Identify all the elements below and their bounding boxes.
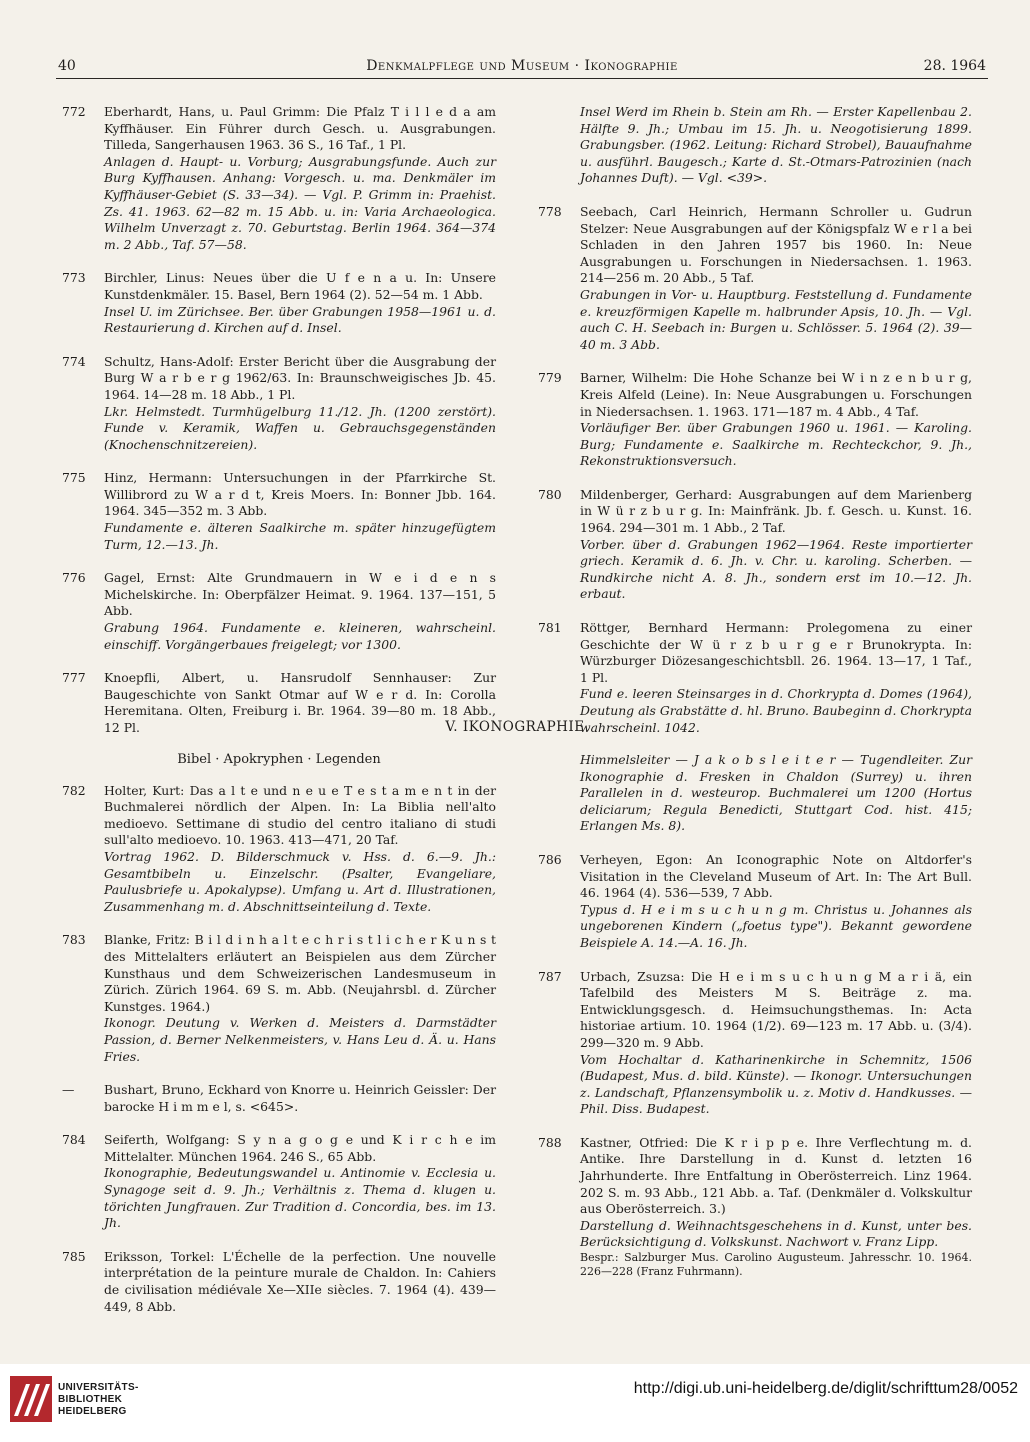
entry-annotation: Insel Werd im Rhein b. Stein am Rh. — Erster Kapellenbau 2. Hälfte 9. Jh.; Umbau im 15. Jh. u. Neogotisierung 1899. Grabungsber. (1962. Leitung: Richard Strobel), Bauaufnahme u. ausführl. Baugesch.; Karte d. St.-Otmars-Patrozinien (nach Johannes Duft). — Vgl. <39>. xyxy=(580,104,972,186)
section-title: V. IKONOGRAPHIE xyxy=(445,719,585,735)
entry-number: 776 xyxy=(62,570,86,586)
header-rule xyxy=(56,78,988,79)
bibliography-entry xyxy=(538,852,972,952)
entry-citation: Eriksson, Torkel: L'Échelle de la perfection. Une nouvelle interprétation de la peinture murale de Chaldon. In: Cahiers de civilisation médiévale Xe—XIIe siècles. 7. 1964 (4). 439—449, 8 Abb. xyxy=(104,1248,496,1314)
library-name: UNIVERSITÄTS- BIBLIOTHEK HEIDELBERG xyxy=(58,1382,139,1417)
entry-number: 775 xyxy=(62,470,86,486)
entry-citation: Schultz, Hans-Adolf: Erster Bericht über die Ausgrabung der Burg W a r b e r g 1962/63. In: Braunschweigisches Jb. 45. 1964. 14—28 m. 18 Abb., 1 Pl. xyxy=(104,353,496,402)
entry-annotation: Himmelsleiter — J a k o b s l e i t e r — Tugendleiter. Zur Ikonographie d. Fresken in Chaldon (Surrey) u. ihren Parallelen in d. westeurop. Buchmalerei um 1200 (Hortus deliciarum; Regula Benedicti, Stuttgart Cod. hist. 415; Erlangen Ms. 8). xyxy=(580,752,972,834)
bibliography-entry xyxy=(538,104,972,187)
entry-citation: Bushart, Bruno, Eckhard von Knorre u. Heinrich Geissler: Der barocke H i m m e l, s. <645>. xyxy=(104,1082,496,1114)
entry-annotation: Darstellung d. Weihnachtsgeschehens in d. Kunst, unter bes. Berücksichtigung d. Volkskunst. Nachwort v. Franz Lipp. xyxy=(580,1217,972,1250)
entry-citation: Barner, Wilhelm: Die Hohe Schanze bei W i n z e n b u r g, Kreis Alfeld (Leine). In: Neue Ausgrabungen u. Forschungen in Niedersachsen. 1. 1963. 171—187 m. 4 Abb., 4 Taf. xyxy=(580,370,972,419)
entry-citation: Holter, Kurt: Das a l t e und n e u e T e s t a m e n t in der Buchmalerei nördlich der Alpen. In: La Biblia nell'alto medioevo. Settimane di studio del centro italiano di studi sull'alto medioevo. 10. 1963. 413—471, 20 Taf. xyxy=(104,782,496,848)
entry-citation: Urbach, Zsuzsa: Die H e i m s u c h u n g M a r i ä, ein Tafelbild des Meisters M S. Beiträge z. ma. Entwicklungsgesch. d. Heimsuchungsthemas. In: Acta historiae artium. 10. 1964 (1/2). 69—123 m. 17 Abb. u. (3/4). 299—320 m. 9 Abb. xyxy=(580,968,972,1050)
bibliography-entry xyxy=(538,752,972,835)
entry-number: 783 xyxy=(62,932,86,948)
entry-citation: Birchler, Linus: Neues über die U f e n a u. In: Unsere Kunstdenkmäler. 15. Basel, Bern 1964 (2). 52—54 m. 1 Abb. xyxy=(104,270,496,302)
entry-citation: Röttger, Bernhard Hermann: Prolegomena zu einer Geschichte der W ü r z b u r g e r Brunokrypta. In: Würzburger Diözesangeschichtsbll. 26. 1964. 13—17, 1 Taf., 1 Pl. xyxy=(580,620,972,685)
entry-citation: Seiferth, Wolfgang: S y n a g o g e und K i r c h e im Mittelalter. München 1964. 246 S., 65 Abb. xyxy=(104,1132,496,1164)
bibliography-entry xyxy=(538,1135,972,1279)
entry-number: 772 xyxy=(62,104,86,119)
entry-number: 779 xyxy=(538,370,562,386)
entry-citation: Eberhardt, Hans, u. Paul Grimm: Die Pfalz T i l l e d a am Kyffhäuser. Ein Führer durch Gesch. u. Ausgrabungen. Tilleda, Sangerhausen 1963. 36 S., 16 Taf., 1 Pl. xyxy=(104,104,496,153)
bibliography-entry xyxy=(62,1132,496,1232)
entry-citation: Blanke, Fritz: B i l d i n h a l t e c h r i s t l i c h e r K u n s t des Mittelalters erläutert an Beispielen aus dem Zürcher Kunsthaus und dem Schweizerischen Landesmuseum in Zürich. Zürich 1964. 69 S. m. Abb. (Neujahrsbl. d. Zürcher Kunstges. 1964.) xyxy=(104,932,496,1014)
entry-annotation: Insel U. im Zürichsee. Ber. über Grabungen 1958—1961 u. d. Restaurierung d. Kirchen auf d. Insel. xyxy=(104,303,496,336)
entry-annotation: Anlagen d. Haupt- u. Vorburg; Ausgrabungsfunde. Auch zur Burg Kyffhausen. Anhang: Vorgesch. u. ma. Denkmäler im Kyffhäuser-Gebiet (S. 33—34). — Vgl. P. Grimm in: Praehist. Zs. 41. 1963. 62—82 m. 15 Abb. u. in: Varia Archaeologica. Wilhelm Unverzagt z. 70. Geburtstag. Berlin 1964. 364—374 m. 2 Abb., Taf. 57—58. xyxy=(104,153,496,252)
entry-citation: Knoepfli, Albert, u. Hansrudolf Sennhauser: Zur Baugeschichte von Sankt Otmar auf W e r d. In: Corolla Heremitana. Olten, Freiburg i. Br. 1964. 39—80 m. 18 Abb., 12 Pl. xyxy=(104,670,496,735)
entry-citation: Kastner, Otfried: Die K r i p p e. Ihre Verflechtung m. d. Antike. Ihre Darstellung in d. Kunst d. letzten 16 Jahrhunderte. Ihre Entfaltung in Oberösterreich. Linz 1964. 202 S. m. 93 Abb., 121 Abb. a. Taf. (Denkmäler d. Volkskultur aus Oberösterreich. 3.) xyxy=(580,1134,972,1217)
bibliography-entry xyxy=(538,969,972,1118)
entry-annotation: Lkr. Helmstedt. Turmhügelburg 11./12. Jh. (1200 zerstört). Funde v. Keramik, Waffen u. Gebrauchsgegenständen (Knochenschnitzereien). xyxy=(104,403,496,452)
bibliography-entry xyxy=(62,1249,496,1315)
entry-number: — xyxy=(62,1082,75,1098)
footer-bar xyxy=(0,1364,1030,1442)
entry-citation: Hinz, Hermann: Untersuchungen in der Pfarrkirche St. Willibrord zu W a r d t, Kreis Moers. In: Bonner Jbb. 164. 1964. 345—352 m. 3 Abb. xyxy=(104,470,496,519)
entry-number: 778 xyxy=(538,203,562,219)
entry-number: 788 xyxy=(538,1134,562,1150)
bibliography-entry xyxy=(62,104,496,253)
right-column-bottom xyxy=(538,752,972,1296)
entry-annotation: Ikonogr. Deutung v. Werken d. Meisters d. Darmstädter Passion, d. Berner Nelkenmeisters, v. Hans Leu d. Ä. u. Hans Fries. xyxy=(104,1015,496,1064)
bibliography-entry xyxy=(538,487,972,603)
entry-number: 780 xyxy=(538,486,562,502)
bibliography-entry xyxy=(62,354,496,454)
entry-annotation: Grabungen in Vor- u. Hauptburg. Feststellung d. Fundamente e. kreuzförmigen Kapelle m. halbrunder Apsis, 10. Jh. — Vgl. auch C. H. Seebach in: Burgen u. Schlösser. 5. 1964 (2). 39—40 m. 3 Abb. xyxy=(580,286,972,352)
entry-number: 777 xyxy=(62,670,86,686)
entry-citation: Verheyen, Egon: An Iconographic Note on Altdorfer's Visitation in the Cleveland Museum of Art. In: The Art Bull. 46. 1964 (4). 536—539, 7 Abb. xyxy=(580,851,972,901)
running-header xyxy=(58,58,986,78)
entry-number: 784 xyxy=(62,1132,86,1148)
entry-number: 781 xyxy=(538,620,562,636)
entry-citation: Seebach, Carl Heinrich, Hermann Schroller u. Gudrun Stelzer: Neue Ausgrabungen auf der Königspfalz W e r l a bei Schladen in den Jahren 1957 bis 1960. In: Neue Ausgrabungen u. Forschungen in Niedersachsen. 1. 1963. 214—256 m. 20 Abb., 5 Taf. xyxy=(580,203,972,286)
entry-annotation: Vorläufiger Ber. über Grabungen 1960 u. 1961. — Karoling. Burg; Fundamente e. Saalkirche m. Rechteckchor, 9. Jh., Rekonstruktionsversuch. xyxy=(580,420,972,469)
source-url-link[interactable]: http://digi.ub.uni-heidelberg.de/diglit/schrifttum28/0052 xyxy=(633,1380,1018,1397)
left-column-bottom xyxy=(62,752,496,1332)
entry-number: 785 xyxy=(62,1248,86,1264)
left-column-top xyxy=(62,104,496,754)
entry-number: 787 xyxy=(538,968,562,984)
volume-year: 28. 1964 xyxy=(923,58,986,74)
entry-citation: Mildenberger, Gerhard: Ausgrabungen auf dem Marienberg in W ü r z b u r g. In: Mainfränk. Jb. f. Gesch. u. Kunst. 16. 1964. 294—301 m. 1 Abb., 2 Taf. xyxy=(580,486,972,536)
entry-number: 782 xyxy=(62,782,86,798)
library-logo-icon xyxy=(10,1376,52,1422)
bibliography-entry xyxy=(62,932,496,1065)
bibliography-entry xyxy=(62,270,496,336)
entry-annotation: Typus d. H e i m s u c h u n g m. Christus u. Johannes als ungeborenen Kindern („foetus type"). Bekannt gewordene Beispiele A. 14.—A. 16. Jh. xyxy=(580,901,972,950)
bibliography-entry xyxy=(62,1082,496,1115)
bibliography-entry xyxy=(538,370,972,470)
bibliography-entry xyxy=(62,783,496,916)
entry-number: 773 xyxy=(62,270,86,286)
bibliography-entry xyxy=(62,570,496,653)
entry-annotation: Vortrag 1962. D. Bilderschmuck v. Hss. d. 6.—9. Jh.: Gesamtbibeln u. Einzelschr. (Psalter, Evangeliare, Paulusbriefe u. Apokalypse). Umfang u. Art d. Illustrationen, Zusammenhang m. d. Abschnittseinteilung d. Texte. xyxy=(104,848,496,914)
running-title: Denkmalpflege und Museum · Ikonographie xyxy=(366,58,678,74)
entry-annotation: Ikonographie, Bedeutungswandel u. Antinomie v. Ecclesia u. Synagoge seit d. 9. Jh.; Verhältnis z. Thema d. klugen u. törichten Jungfrauen. Zur Tradition d. Concordia, bes. im 13. Jh. xyxy=(104,1165,496,1231)
bibliography-entry xyxy=(62,470,496,553)
entry-number: 786 xyxy=(538,851,562,867)
entry-annotation: Fundamente e. älteren Saalkirche m. später hinzugefügtem Turm, 12.—13. Jh. xyxy=(104,520,496,552)
entry-citation: Gagel, Ernst: Alte Grundmauern in W e i d e n s Michelskirche. In: Oberpfälzer Heimat. 9. 1964. 137—151, 5 Abb. xyxy=(104,570,496,619)
page-number: 40 xyxy=(58,58,76,74)
entry-annotation: Vorber. über d. Grabungen 1962—1964. Reste importierter griech. Keramik d. 6. Jh. v. Chr. u. karoling. Scherben. — Rundkirche nicht A. 8. Jh., sondern erst im 10.—12. Jh. erbaut. xyxy=(580,536,972,602)
entry-annotation: Fund e. leeren Steinsarges in d. Chorkrypta d. Domes (1964), Deutung als Grabstätte d. hl. Bruno. Baubeginn d. Chorkrypta wahrscheinl. 1042. xyxy=(580,686,972,735)
entry-annotation: Vom Hochaltar d. Katharinenkirche in Schemnitz, 1506 (Budapest, Mus. d. bild. Künste). — Ikonogr. Untersuchungen z. Landschaft, Pflanzensymbolik u. z. Motiv d. Handkusses. — Phil. Diss. Budapest. xyxy=(580,1051,972,1117)
entry-annotation: Grabung 1964. Fundamente e. kleineren, wahrscheinl. einschiff. Vorgängerbaues freigelegt; vor 1300. xyxy=(104,620,496,652)
bibliography-entry xyxy=(538,204,972,353)
entry-review: Bespr.: Salzburger Mus. Carolino Augusteum. Jahresschr. 10. 1964. 226—228 (Franz Fuhrmann). xyxy=(580,1251,972,1279)
entry-number: 774 xyxy=(62,353,86,369)
right-column-top xyxy=(538,104,972,753)
subheading: Bibel · Apokryphen · Legenden xyxy=(177,752,381,767)
